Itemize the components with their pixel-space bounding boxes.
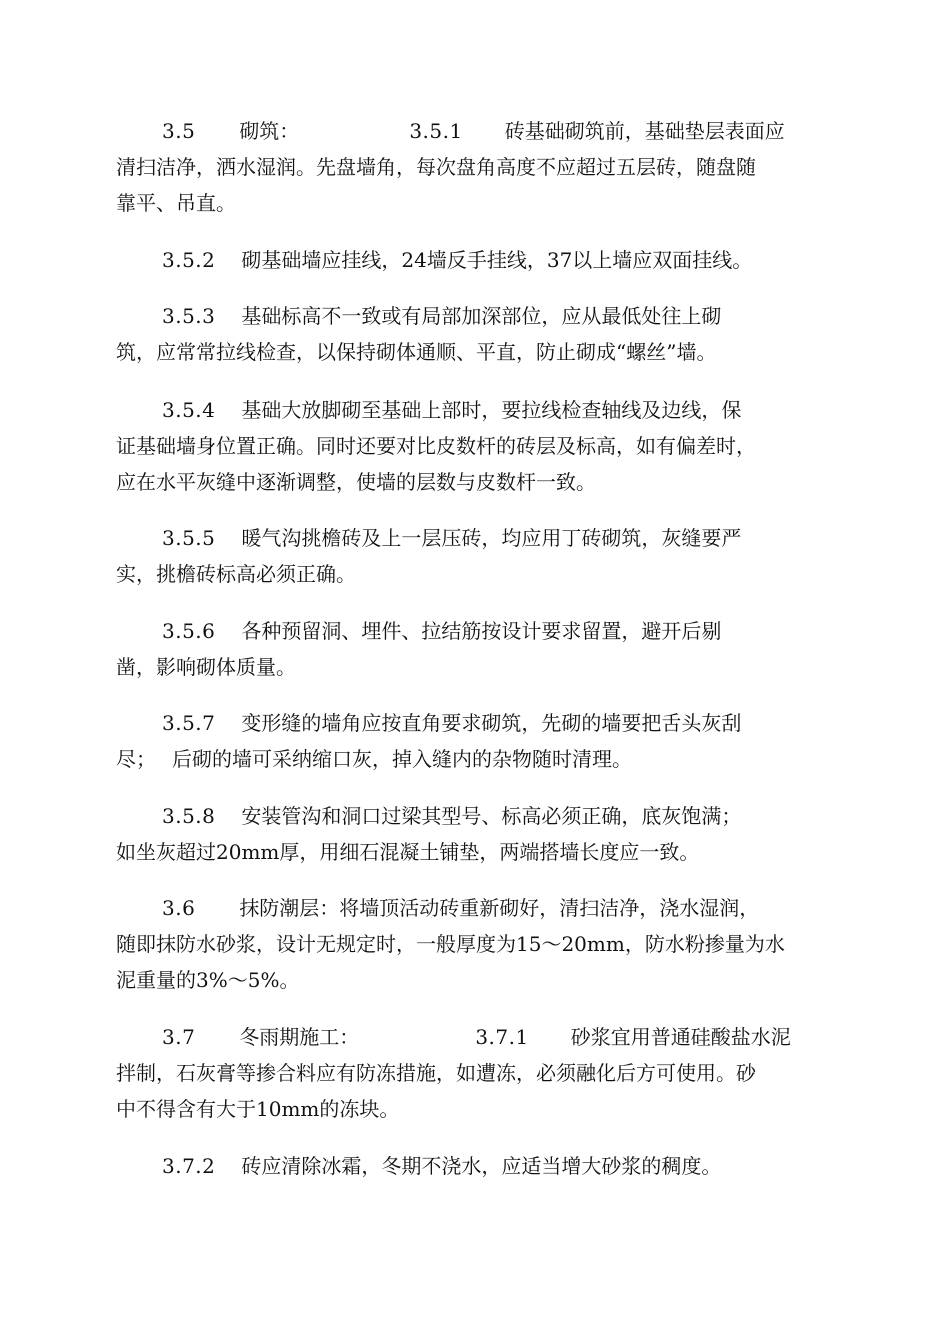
paragraph-text: 抹防潮层：将墙顶活动砖重新砌好，清扫洁净，浇水湿润， [239, 896, 760, 920]
paragraph-line: 证基础墙身位置正确。同时还要对比皮数杆的砖层及标高，如有偏差时， [116, 434, 756, 458]
paragraph-line: 中不得含有大于10mm的冻块。 [116, 1097, 400, 1121]
paragraph-line [116, 1148, 840, 1184]
section-number: 3.5.7 [162, 711, 216, 735]
section-number: 3.5 [162, 119, 196, 143]
paragraph-line [116, 613, 840, 649]
paragraph-text: 基础大放脚砌至基础上部时，要拉线检查轴线及边线，保 [241, 398, 742, 422]
paragraph-line: 靠平、吊直。 [116, 191, 236, 215]
paragraph-line: 如坐灰超过20mm厚，用细石混凝土铺垫，两端搭墙长度应一致。 [116, 840, 700, 864]
paragraph-3-5-5 [116, 520, 840, 592]
section-number: 3.5.4 [162, 398, 216, 422]
paragraph-line: 应在水平灰缝中逐渐调整，使墙的层数与皮数杆一致。 [116, 470, 596, 494]
section-number: 3.7.2 [162, 1154, 216, 1178]
paragraph-text: 暖气沟挑檐砖及上一层压砖，均应用丁砖砌筑，灰缝要严 [241, 526, 742, 550]
section-number: 3.6 [162, 896, 196, 920]
paragraph-line [116, 520, 840, 556]
paragraph-text: 基础标高不一致或有局部加深部位，应从最低处往上砌 [241, 304, 722, 328]
subsection-number: 3.7.1 [475, 1025, 529, 1049]
paragraph-line [116, 741, 840, 777]
paragraph-text: 砂浆宜用普通硅酸盐水泥 [570, 1025, 791, 1049]
paragraph-line [116, 113, 840, 149]
section-number: 3.5.5 [162, 526, 216, 550]
paragraph-3-5-8 [116, 798, 840, 870]
paragraph-line: 随即抹防水砂浆，设计无规定时，一般厚度为15～20mm，防水粉掺量为水 [116, 932, 785, 956]
paragraph-line [116, 242, 840, 278]
paragraph-text: 砖基础砌筑前，基础垫层表面应 [504, 119, 785, 143]
paragraph-line [116, 392, 840, 428]
paragraph-line: 实，挑檐砖标高必须正确。 [116, 562, 356, 586]
paragraph-line: 拌制，石灰膏等掺合料应有防冻措施，如遭冻，必须融化后方可使用。砂 [116, 1061, 756, 1085]
paragraph-text: 尽； [116, 747, 156, 771]
section-number: 3.5.2 [162, 248, 216, 272]
section-number: 3.5.8 [162, 804, 216, 828]
paragraph-3-5 [116, 113, 840, 221]
section-number: 3.7 [162, 1025, 196, 1049]
paragraph-text: 安装管沟和洞口过梁其型号、标高必须正确，底灰饱满； [241, 804, 742, 828]
paragraph-line [116, 1019, 840, 1055]
paragraph-line: 清扫洁净，洒水湿润。先盘墙角，每次盘角高度不应超过五层砖，随盘随 [116, 155, 756, 179]
paragraph-3-5-2 [116, 242, 840, 278]
paragraph-line: 筑，应常常拉线检查，以保持砌体通顺、平直，防止砌成“螺丝”墙。 [116, 340, 717, 364]
paragraph-3-5-7 [116, 705, 840, 777]
subsection-number: 3.5.1 [409, 119, 463, 143]
paragraph-text: 砌基础墙应挂线，24墙反手挂线，37以上墙应双面挂线。 [241, 248, 753, 272]
paragraph-text: 各种预留洞、埋件、拉结筋按设计要求留置，避开后剔 [241, 619, 722, 643]
paragraph-line: 凿，影响砌体质量。 [116, 655, 296, 679]
paragraph-3-5-4 [116, 392, 840, 500]
paragraph-line: 泥重量的3%～5%。 [116, 968, 300, 992]
section-heading: 冬雨期施工： [239, 1025, 360, 1049]
paragraph-3-7-2 [116, 1148, 840, 1184]
paragraph-line [116, 298, 840, 334]
paragraph-3-6 [116, 890, 840, 998]
section-number: 3.5.6 [162, 619, 216, 643]
paragraph-text: 后砌的墙可采纳缩口灰，掉入缝内的杂物随时清理。 [172, 747, 632, 771]
paragraph-3-7 [116, 1019, 840, 1127]
paragraph-text: 变形缝的墙角应按直角要求砌筑，先砌的墙要把舌头灰刮 [241, 711, 742, 735]
paragraph-3-5-3 [116, 298, 840, 370]
section-number: 3.5.3 [162, 304, 216, 328]
paragraph-line [116, 705, 840, 741]
paragraph-text: 砖应清除冰霜，冬期不浇水，应适当增大砂浆的稠度。 [241, 1154, 722, 1178]
paragraph-line [116, 890, 840, 926]
paragraph-3-5-6 [116, 613, 840, 685]
section-heading: 砌筑： [239, 119, 300, 143]
paragraph-line [116, 798, 840, 834]
